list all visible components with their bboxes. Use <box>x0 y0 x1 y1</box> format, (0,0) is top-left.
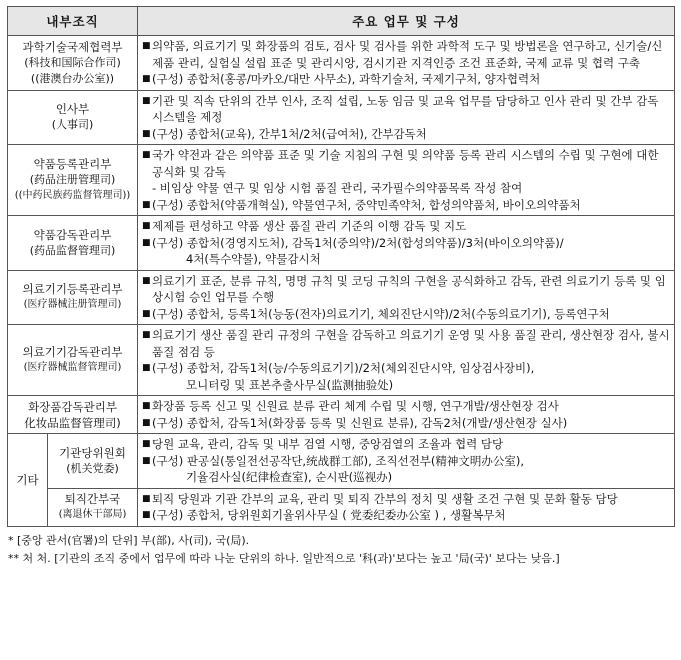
duties-cell <box>138 145 675 216</box>
duty-text: 의약품, 의료기기 및 화장품의 검토, 검사 및 검사를 위한 과학적 도구 및 방법론을 연구하고, 신기술/신제품 관리, 실험실 설립 표준 및 관리시앙, 검시기관 지격인증 조건 표준화, 국제 교류 및 협력 구축 <box>152 39 663 70</box>
duties-cell <box>138 36 675 91</box>
bullet-icon: ■ <box>142 237 151 248</box>
org-name-zh: 化妆品监督管理司) <box>24 415 121 430</box>
bullet-icon: ■ <box>142 308 151 319</box>
table-row <box>8 270 675 325</box>
duty-composition: (구성) 종합처(약품개혁실), 약물연구처, 중약민족약처, 합성의약품처, 바이오의약품처 <box>152 197 581 212</box>
header-main-duties: 주요 업무 및 구성 <box>138 7 675 36</box>
duty-composition: (구성) 종합처, 당위원회기율위사무실 ( 党委纪委办公室 ) , 생활복무처 <box>152 508 506 522</box>
org-name-zh: (机关党委) <box>66 461 119 475</box>
table-row <box>8 488 675 526</box>
duty-text: 의료기기 생산 품질 관리 규정의 구현을 감독하고 의료기기 운영 및 사용 품질 관리, 생산현장 검사, 불시 품질 점검 등 <box>152 328 670 359</box>
table-row <box>8 325 675 396</box>
org-name-zh: (科技和国际合作司) <box>24 55 121 69</box>
bullet-icon: ■ <box>142 510 151 520</box>
bullet-icon: ■ <box>142 41 151 51</box>
bullet-icon: ■ <box>142 150 151 160</box>
org-name: 의료기기감독관리부 <box>22 345 123 359</box>
org-name-cell <box>8 90 138 145</box>
duty-composition-cont: 4처(특수약물), 약물감시처 <box>186 252 321 266</box>
org-name-zh: (医疗器械注册管理司) <box>23 299 122 311</box>
org-name: 화장품감독관리부 <box>28 399 117 414</box>
org-name-zh: (药品监督管理司) <box>29 243 116 257</box>
bullet-icon: ■ <box>142 330 151 340</box>
org-name: 기관당위원회 <box>59 445 126 460</box>
org-name-cell <box>8 396 138 434</box>
org-name-cell <box>8 325 138 396</box>
bullet-icon: ■ <box>142 363 151 373</box>
org-name-cell <box>8 36 138 91</box>
bullet-icon: ■ <box>142 417 151 428</box>
bullet-icon: ■ <box>142 199 151 210</box>
org-name: 과학기술국제협력부 <box>22 39 123 54</box>
bullet-icon: ■ <box>142 493 151 504</box>
table-row <box>8 396 675 434</box>
duty-composition-cont: 모니터링 및 표본추출사무실(监测抽验处) <box>186 377 394 392</box>
org-name-zh: (离退休干部局) <box>58 509 127 520</box>
duty-composition: (구성) 종합처, 감독1처(능/수동의료기기)/2처(체외진단시약, 임상검사장비), <box>152 361 535 375</box>
other-label: 기타 <box>8 434 48 527</box>
duties-cell <box>138 488 675 526</box>
header-internal-org: 내부조직 <box>8 7 138 36</box>
footnotes <box>7 532 674 568</box>
duty-text: 기관 및 직속 단위의 간부 인사, 조직 설립, 노동 임금 및 교육 업무를 담당하고 인사 관리 및 간부 감독 시스템을 제정 <box>152 93 659 124</box>
table-row <box>8 36 675 91</box>
duty-text: 제제를 편성하고 약품 생산 품질 관리 기준의 이행 감독 및 지도 <box>152 219 467 233</box>
duties-cell <box>138 90 675 145</box>
duty-subitem: - 비임상 약물 연구 및 임상 시험 품질 관리, 국가필수의약품목록 작성 참여 <box>152 181 523 195</box>
org-name-zh: (医疗器械监督管理司) <box>23 362 122 373</box>
table-row <box>8 90 675 145</box>
duty-text: 의료기기 표준, 분류 규칙, 명명 규칙 및 코딩 규칙의 구현을 공식화하고 감독, 관련 의료기기 등록 및 임상시험 승인 업무를 수행 <box>152 273 666 304</box>
org-name-cell <box>8 270 138 325</box>
duties-cell <box>138 434 675 489</box>
bullet-icon: ■ <box>142 221 151 231</box>
org-name-cell <box>8 145 138 216</box>
table-header-row <box>8 7 675 36</box>
org-name-zh-sub: ((中药民族药监督管理司)) <box>14 190 131 201</box>
duty-composition: (구성) 판공실(통일전선공작단,统战群工部), 조직선전부(精神文明办公室), <box>152 453 525 468</box>
org-name: 약품등록관리부 <box>33 157 112 171</box>
bullet-icon: ■ <box>142 74 151 84</box>
org-name-zh-sub: ((港澳台办公室)) <box>30 71 115 85</box>
duty-composition-cont: 기율검사실(纪律检查室), 순시판(巡视办) <box>186 470 393 484</box>
duty-composition: (구성) 종합처, 감독1처(화장품 등록 및 신원료 분류), 감독2처(개발/생산현장 실사) <box>152 415 568 430</box>
org-name-cell <box>48 434 138 489</box>
org-name: 약품감독관리부 <box>33 227 112 242</box>
bullet-icon: ■ <box>142 95 151 106</box>
footnote-1: * [중앙 관서(官署)의 단위] 부(部), 사(司), 국(局). <box>8 533 250 547</box>
bullet-icon: ■ <box>142 275 151 286</box>
bullet-icon: ■ <box>142 455 151 466</box>
duty-composition: (구성) 종합처(교육), 간부1처/2처(급여처), 간부감독처 <box>152 126 427 141</box>
table-row <box>8 434 675 489</box>
footnote-2: ** 처 처. [기관의 조직 중에서 업무에 따라 나눈 단위의 하나. 일반적으로 '科(과)'보다는 높고 '局(국)' 보다는 낮음.] <box>8 551 560 565</box>
duty-composition: (구성) 종합처(홍콩/마카오/대만 사무소), 과학기술처, 국제기구처, 양자협력처 <box>152 72 541 86</box>
bullet-icon: ■ <box>142 401 151 411</box>
org-name-cell <box>8 216 138 271</box>
bullet-icon: ■ <box>142 128 151 139</box>
org-table <box>7 6 675 527</box>
org-name: 의료기기등록관리부 <box>22 282 123 297</box>
org-name: 퇴직간부국 <box>64 492 121 506</box>
duties-cell <box>138 325 675 396</box>
org-name-zh: (人事司) <box>51 118 94 132</box>
duty-text: 퇴직 당원과 기관 간부의 교육, 관리 및 퇴직 간부의 정치 및 생활 조건 구현 및 문화 활동 담당 <box>152 491 618 506</box>
org-structure-document <box>7 6 674 568</box>
org-name-zh: (药品注册管理司) <box>29 173 116 186</box>
org-name-cell <box>48 488 138 526</box>
org-name: 인사부 <box>55 102 90 117</box>
duty-composition: (구성) 종합처(경영지도처), 감독1처(중의약)/2처(합성의약품)/3처(바이오의약품)/ <box>152 235 564 250</box>
duty-composition: (구성) 종합처, 등록1처(능동(전자)의료기기, 체외진단시약)/2처(수동의료기기), 등록연구처 <box>152 306 610 321</box>
table-row <box>8 145 675 216</box>
duties-cell <box>138 270 675 325</box>
duty-text: 당원 교육, 관리, 감독 및 내부 검열 시행, 중앙검열의 조율과 협력 담당 <box>152 437 504 451</box>
duties-cell <box>138 396 675 434</box>
bullet-icon: ■ <box>142 439 151 449</box>
table-row <box>8 216 675 271</box>
duty-text: 국가 약전과 같은 의약품 표준 및 기술 지침의 구현 및 의약품 등록 관리 시스템의 수립 및 구현에 대한 공식화 및 감독 <box>152 148 659 179</box>
duty-text: 화장품 등록 신고 및 신원료 분류 관리 체계 수립 및 시행, 연구개발/생산현장 검사 <box>152 399 559 413</box>
duties-cell <box>138 216 675 271</box>
